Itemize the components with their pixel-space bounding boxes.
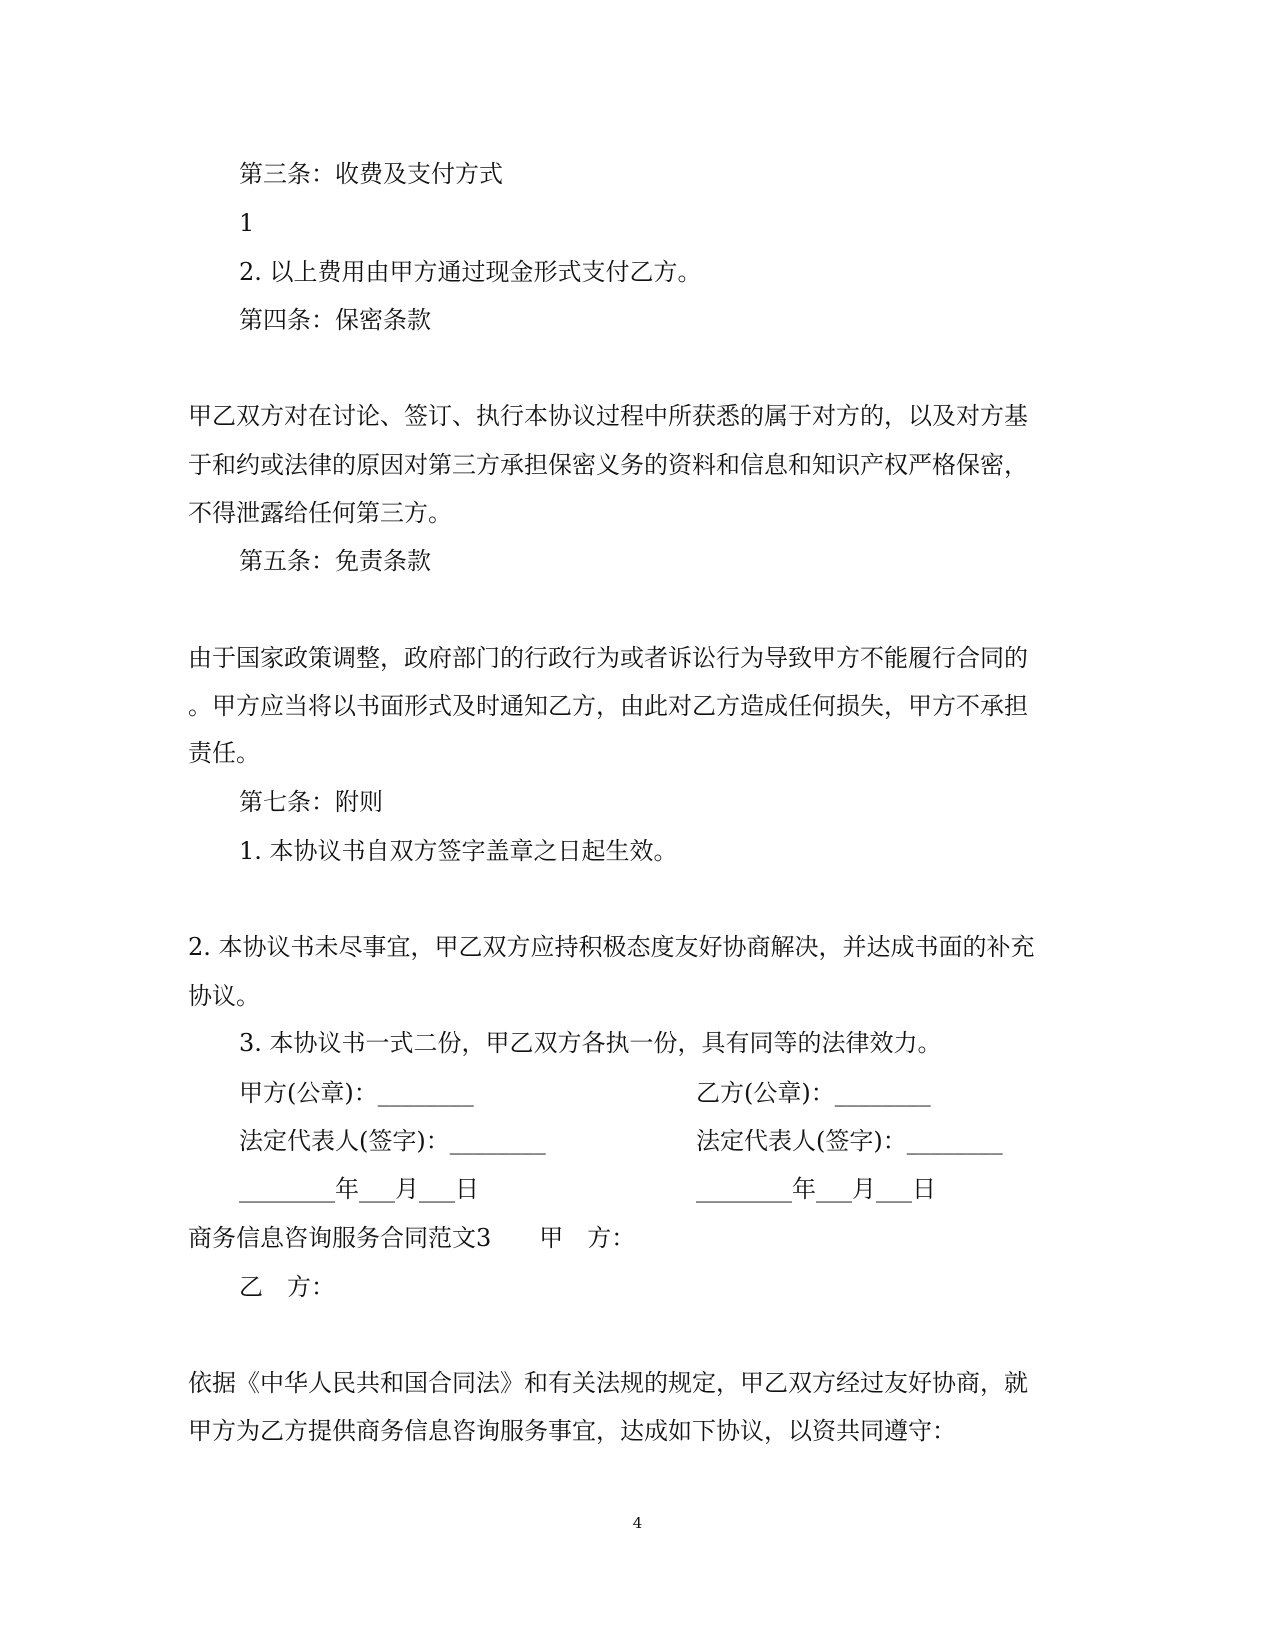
article-4-heading: 第四条：保密条款: [239, 306, 431, 334]
paragraph: 。甲方应当将以书面形式及时通知乙方，由此对乙方造成任何损失，甲方不承担: [188, 692, 1028, 720]
paragraph: 2. 本协议书未尽事宜，甲乙双方应持积极态度友好协商解决，并达成书面的补充: [188, 933, 1035, 961]
party-b-rep-field: 法定代表人(签字)：________: [696, 1127, 1003, 1155]
paragraph: 甲方为乙方提供商务信息咨询服务事宜，达成如下协议，以资共同遵守：: [188, 1417, 956, 1445]
party-b-seal-field: 乙方(公章)：________: [696, 1079, 931, 1107]
paragraph: 不得泄露给任何第三方。: [188, 499, 452, 527]
paragraph: 1. 本协议书自双方签字盖章之日起生效。: [239, 837, 678, 865]
paragraph: 甲乙双方对在讨论、签订、执行本协议过程中所获悉的属于对方的，以及对方基: [188, 402, 1028, 430]
party-b-label: 乙 方：: [239, 1273, 335, 1301]
paragraph: 依据《中华人民共和国合同法》和有关法规的规定，甲乙双方经过友好协商，就: [188, 1369, 1028, 1397]
article-7-heading: 第七条：附则: [239, 788, 383, 816]
article-5-heading: 第五条：免责条款: [239, 547, 431, 575]
party-b-date-field: ________年___月___日: [696, 1175, 936, 1203]
section-title: 商务信息咨询服务合同范文3 甲 方：: [188, 1224, 636, 1252]
party-a-seal-field: 甲方(公章)：________: [239, 1079, 474, 1107]
paragraph: 2. 以上费用由甲方通过现金形式支付乙方。: [239, 258, 702, 286]
party-a-rep-field: 法定代表人(签字)：________: [239, 1127, 546, 1155]
article-3-heading: 第三条：收费及支付方式: [239, 160, 503, 188]
paragraph: 3. 本协议书一式二份，甲乙双方各执一份，具有同等的法律效力。: [239, 1029, 942, 1057]
paragraph: 责任。: [188, 739, 260, 767]
paragraph: 协议。: [188, 982, 260, 1010]
paragraph: 1: [239, 209, 255, 237]
party-a-date-field: ________年___月___日: [239, 1175, 479, 1203]
paragraph: 由于国家政策调整，政府部门的行政行为或者诉讼行为导致甲方不能履行合同的: [188, 644, 1028, 672]
paragraph: 于和约或法律的原因对第三方承担保密义务的资料和信息和知识产权严格保密，: [188, 451, 1028, 479]
page-number: 4: [632, 1514, 643, 1532]
